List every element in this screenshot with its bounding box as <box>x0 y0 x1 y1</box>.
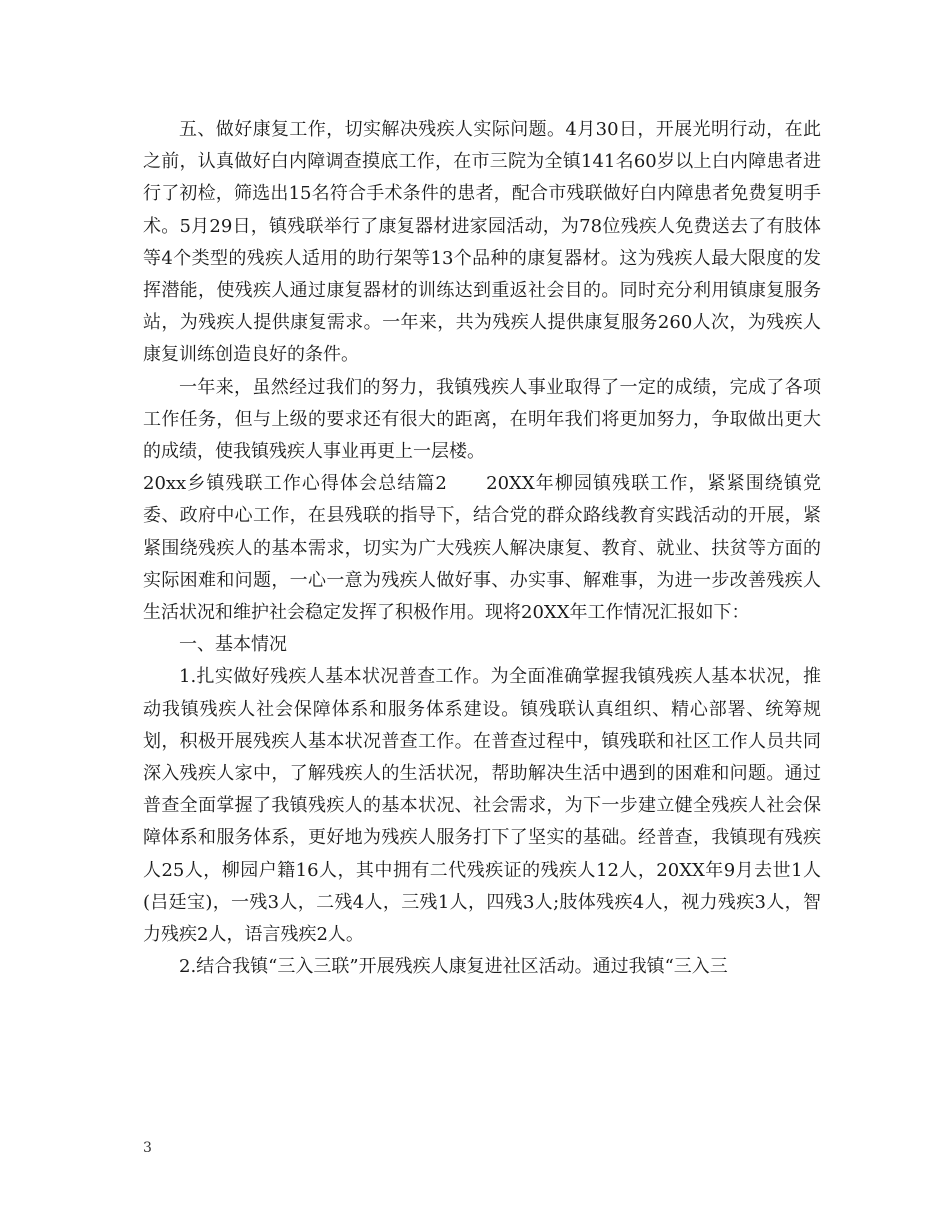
paragraph-census-work: 1.扎实做好残疾人基本状况普查工作。为全面准确掌握我镇残疾人基本状况，推动我镇残疾人社会保障体系和服务体系建设。镇残联认真组织、精心部署、统筹规划，积极开展残疾人基本状况普查工作。在普查过程中，镇残联和社区工作人员共同深入残疾人家中，了解残疾人的生活状况，帮助解决生活中遇到的困难和问题。通过普查全面掌握了我镇残疾人的基本状况、社会需求，为下一步建立健全残疾人社会保障体系和服务体系，更好地为残疾人服务打下了坚实的基础。经普查，我镇现有残疾人25人，柳园户籍16人，其中拥有二代残疾证的残疾人12人，20XX年9月去世1人(吕廷宝)，一残3人，二残4人，三残1人，四残3人;肢体残疾4人，视力残疾3人，智力残疾2人，语言残疾2人。 <box>143 666 821 946</box>
paragraph-community-rehab: 2.结合我镇“三入三联”开展残疾人康复进社区活动。通过我镇“三入三 <box>179 956 728 978</box>
paragraph-article-2-intro: 20xx乡镇残联工作心得体会总结篇2 20XX年柳园镇残联工作，紧紧围绕镇党委、政府中心工作，在县残联的指导下，结合党的群众路线教育实践活动的开展，紧紧围绕残疾人的基本需求，切实为广大残疾人解决康复、教育、就业、扶贫等方面的实际困难和问题，一心一意为残疾人做好事、办实事、解难事，为进一步改善残疾人生活状况和维护社会稳定发挥了积极作用。现将20XX年工作情况汇报如下： <box>143 473 821 624</box>
document-body <box>143 114 821 983</box>
paragraph-rehabilitation-work: 五、做好康复工作，切实解决残疾人实际问题。4月30日，开展光明行动，在此之前，认真做好白内障调查摸底工作，在市三院为全镇141名60岁以上白内障患者进行了初检，筛选出15名符合手术条件的患者，配合市残联做好白内障患者免费复明手术。5月29日，镇残联举行了康复器材进家园活动，为78位残疾人免费送去了有肢体等4个类型的残疾人适用的助行架等13个品种的康复器材。这为残疾人最大限度的发挥潜能，使残疾人通过康复器材的训练达到重返社会目的。同时充分利用镇康复服务站，为残疾人提供康复需求。一年来，共为残疾人提供康复服务260人次，为残疾人康复训练创造良好的条件。 <box>143 119 821 366</box>
section-heading-basic-situation: 一、基本情况 <box>179 634 287 656</box>
page-number: 3 <box>143 1140 152 1156</box>
paragraph-year-summary: 一年来，虽然经过我们的努力，我镇残疾人事业取得了一定的成绩，完成了各项工作任务，但与上级的要求还有很大的距离，在明年我们将更加努力，争取做出更大的成绩，使我镇残疾人事业再更上一层楼。 <box>143 376 821 463</box>
